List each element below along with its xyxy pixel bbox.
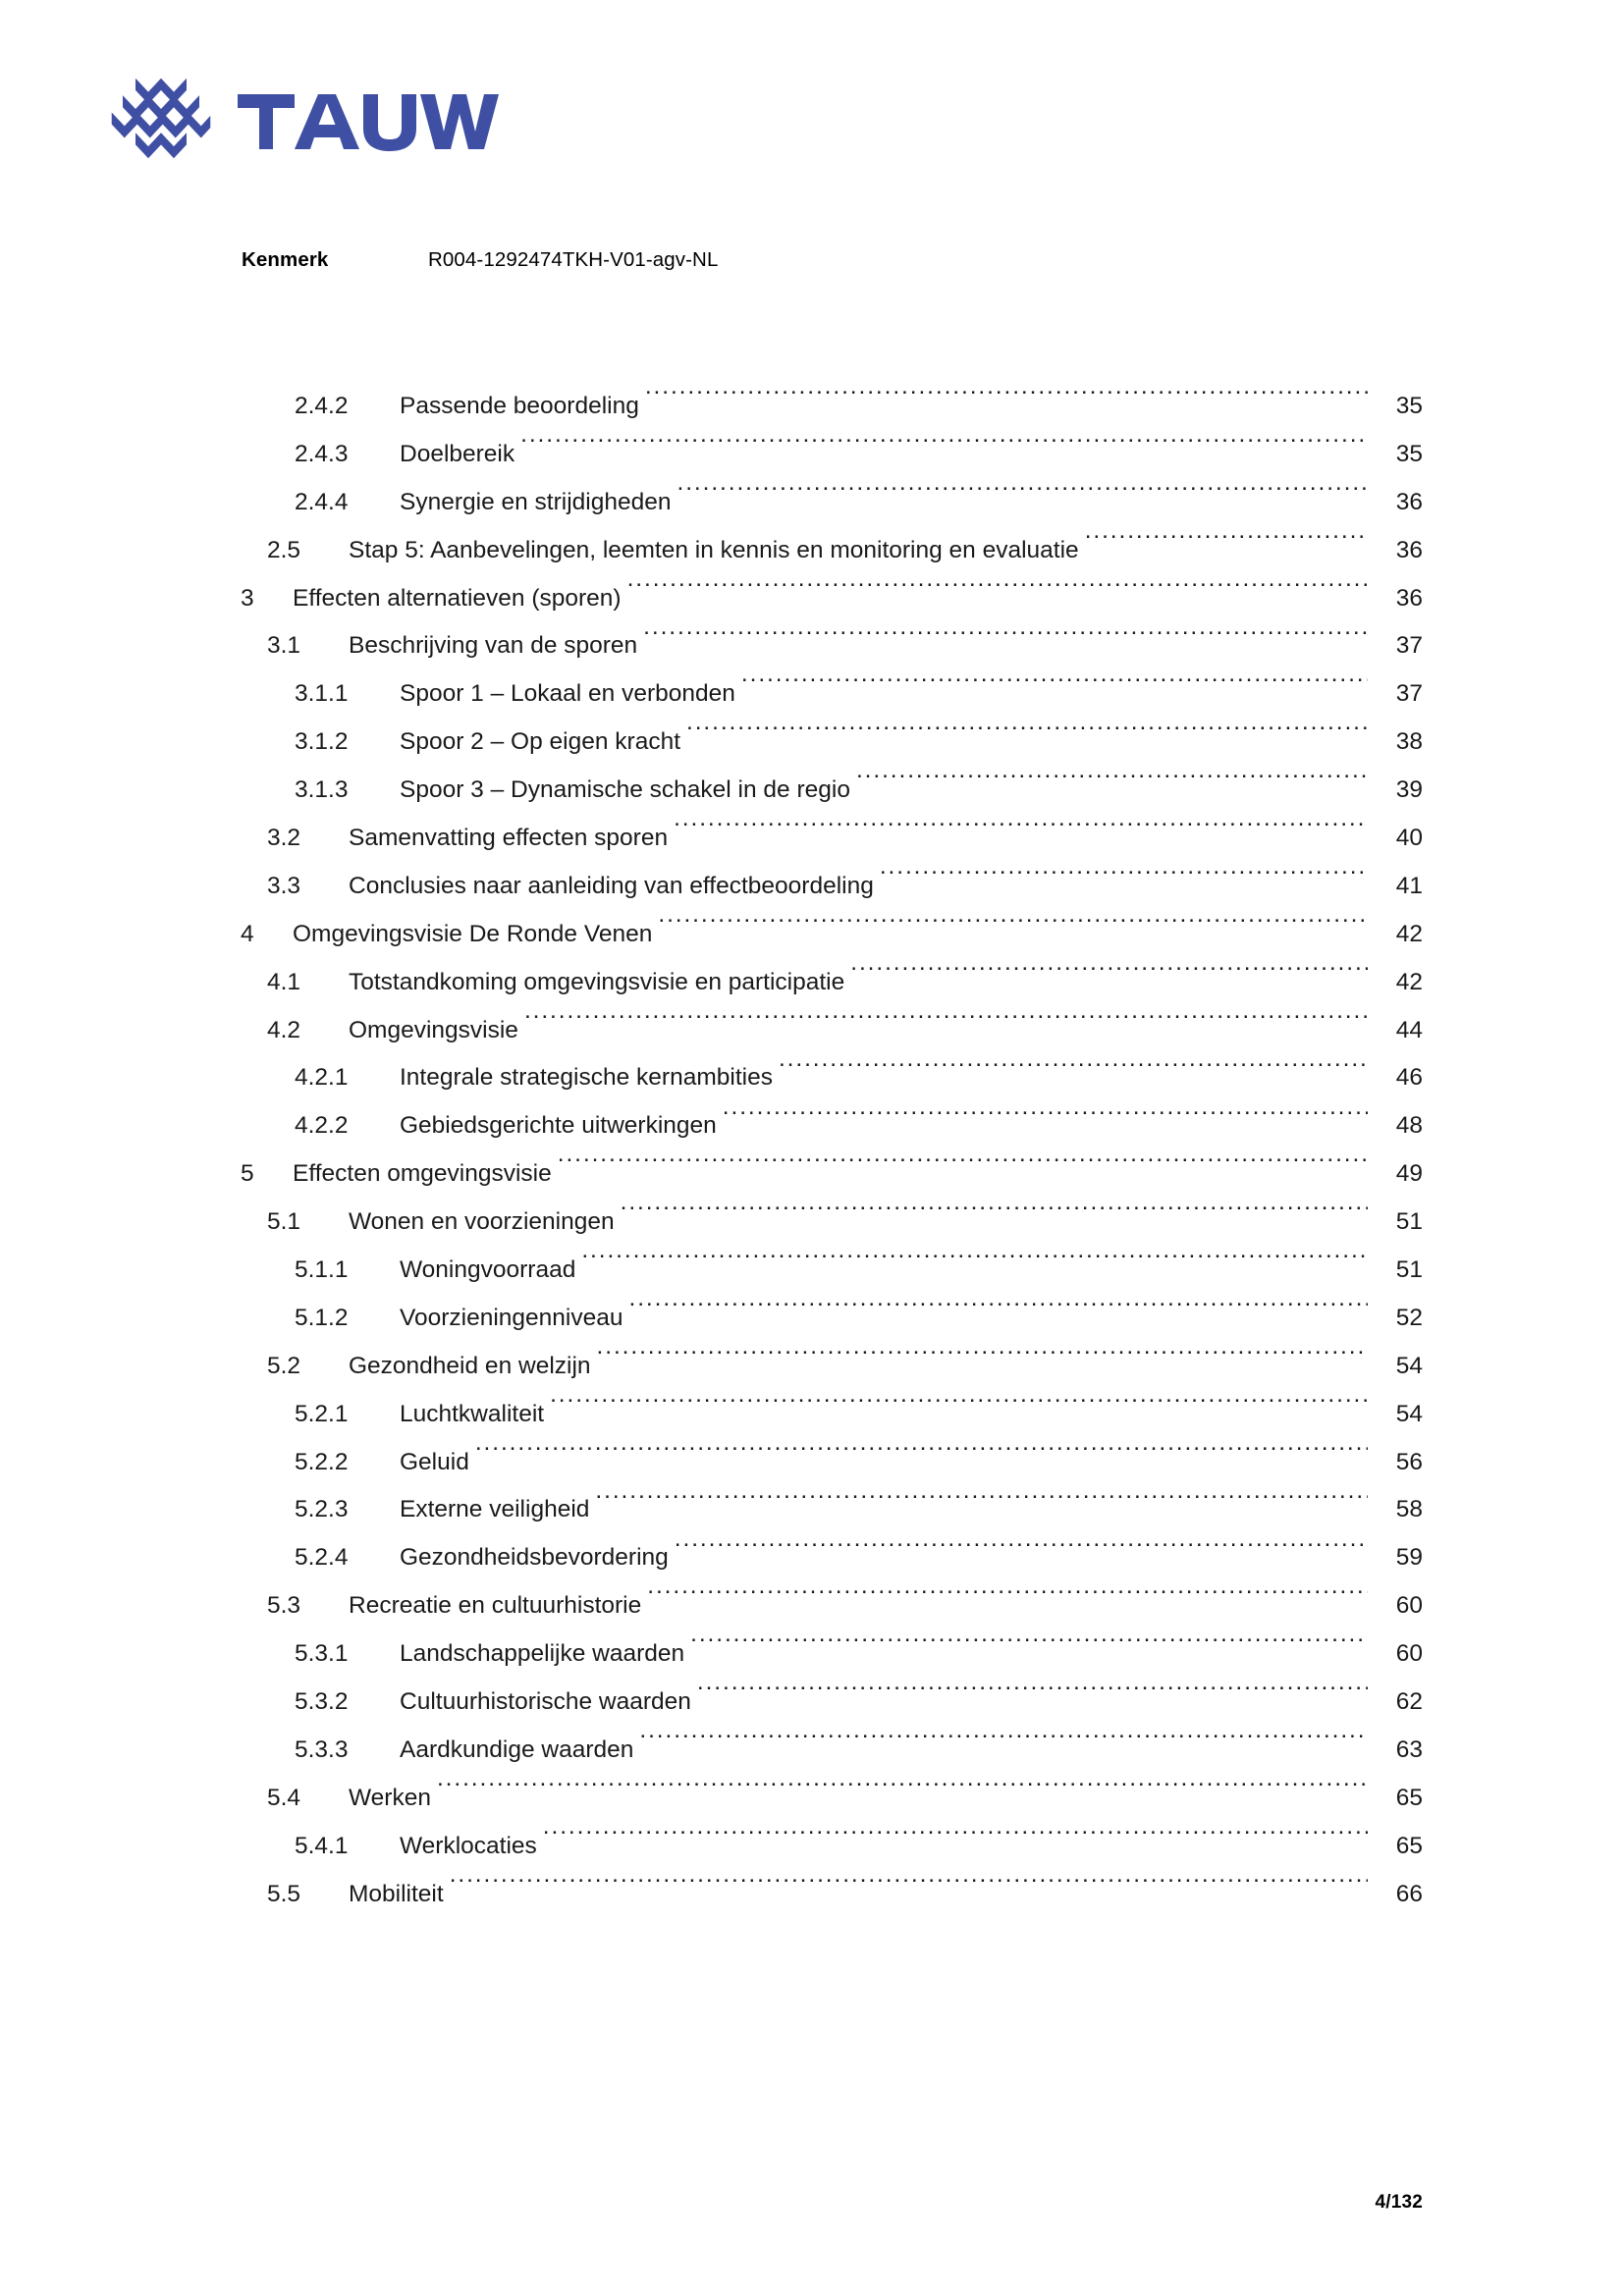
toc-entry-number: 4.2 — [267, 1016, 301, 1043]
toc-entry-title: Werklocaties — [400, 1832, 537, 1859]
toc-entry-page: 44 — [1395, 1016, 1423, 1043]
toc-entry-title: Integrale strategische kernambities — [400, 1064, 773, 1092]
toc-entry-page: 42 — [1395, 968, 1423, 995]
toc-entry[interactable] — [0, 1630, 1624, 1679]
toc-entry[interactable] — [0, 1727, 1624, 1775]
toc-entry-number: 3 — [241, 584, 254, 612]
tauw-wordmark-icon — [238, 90, 501, 153]
toc-entry-page: 51 — [1395, 1208, 1423, 1236]
toc-leader-dots — [550, 1397, 1368, 1421]
toc-entry-number: 4.1 — [267, 968, 301, 995]
toc-entry[interactable] — [0, 1102, 1624, 1150]
toc-entry-page: 65 — [1395, 1784, 1423, 1811]
toc-entry-page: 38 — [1395, 728, 1423, 756]
toc-leader-dots — [595, 1493, 1368, 1518]
toc-leader-dots — [643, 629, 1368, 654]
toc-entry-number: 3.1.3 — [295, 776, 349, 804]
toc-entry-page: 49 — [1395, 1160, 1423, 1188]
toc-entry-title: Aardkundige waarden — [400, 1735, 634, 1763]
toc-leader-dots — [543, 1829, 1368, 1853]
toc-entry-title: Voorzieningenniveau — [400, 1304, 623, 1331]
toc-entry-title: Beschrijving van de sporen — [349, 632, 638, 660]
toc-entry-number: 2.4.2 — [295, 393, 349, 419]
toc-entry[interactable] — [0, 1823, 1624, 1871]
toc-entry-page: 46 — [1395, 1064, 1423, 1092]
toc-entry-page: 39 — [1395, 776, 1423, 804]
tauw-logo-icon — [110, 77, 212, 167]
toc-entry-title: Gebiedsgerichte uitwerkingen — [400, 1112, 717, 1140]
toc-entry[interactable] — [0, 1343, 1624, 1391]
toc-leader-dots — [629, 1301, 1369, 1325]
toc-entry[interactable] — [0, 479, 1624, 527]
toc-entry-title: Woningvoorraad — [400, 1256, 576, 1284]
toc-entry[interactable] — [0, 1486, 1624, 1534]
toc-entry-title: Gezondheidsbevordering — [400, 1544, 669, 1572]
toc-entry-title: Geluid — [400, 1448, 469, 1475]
toc-entry-title: Effecten alternatieven (sporen) — [293, 584, 622, 612]
toc-entry-page: 48 — [1395, 1112, 1423, 1140]
toc-entry-page: 37 — [1395, 680, 1423, 708]
toc-leader-dots — [520, 437, 1368, 461]
toc-entry-number: 2.5 — [267, 536, 301, 563]
toc-entry-page: 35 — [1395, 440, 1423, 467]
toc-entry-title: Spoor 1 – Lokaal en verbonden — [400, 680, 735, 708]
toc-entry-title: Spoor 2 – Op eigen kracht — [400, 728, 681, 756]
toc-entry[interactable] — [0, 767, 1624, 815]
toc-entry[interactable] — [0, 1054, 1624, 1102]
toc-entry[interactable] — [0, 383, 1624, 431]
toc-entry-page: 36 — [1395, 536, 1423, 563]
toc-leader-dots — [675, 1541, 1368, 1566]
kenmerk-row — [242, 248, 718, 272]
toc-leader-dots — [677, 485, 1369, 509]
toc-entry-number: 5.3.2 — [295, 1688, 349, 1716]
toc-entry-title: Externe veiligheid — [400, 1496, 590, 1523]
toc-entry-number: 5 — [241, 1160, 254, 1188]
toc-entry-page: 37 — [1395, 632, 1423, 660]
toc-entry-page: 62 — [1395, 1688, 1423, 1716]
toc-entry-number: 5.2 — [267, 1352, 301, 1379]
toc-entry-number: 2.4.4 — [295, 488, 349, 515]
toc-entry[interactable] — [0, 1007, 1624, 1055]
toc-entry-page: 36 — [1395, 488, 1423, 515]
toc-entry[interactable] — [0, 1247, 1624, 1295]
toc-entry-title: Conclusies naar aanleiding van effectbeoordeling — [349, 872, 874, 899]
toc-entry-number: 5.3.1 — [295, 1640, 349, 1668]
toc-entry-title: Wonen en voorzieningen — [349, 1208, 615, 1236]
page-number-footer: 4/132 — [1375, 2192, 1423, 2213]
toc-entry-number: 4 — [241, 920, 254, 947]
toc-leader-dots — [856, 774, 1368, 798]
toc-entry-number: 3.1.1 — [295, 680, 349, 708]
toc-leader-dots — [621, 1205, 1368, 1230]
toc-entry-number: 3.3 — [267, 872, 301, 899]
toc-entry-number: 5.1 — [267, 1208, 301, 1236]
toc-entry-page: 58 — [1395, 1496, 1423, 1523]
toc-entry[interactable] — [0, 1775, 1624, 1823]
toc-entry-title: Spoor 3 – Dynamische schakel in de regio — [400, 776, 850, 804]
toc-entry-title: Werken — [349, 1784, 431, 1811]
toc-entry[interactable] — [0, 911, 1624, 959]
toc-entry[interactable] — [0, 719, 1624, 767]
toc-leader-dots — [880, 869, 1368, 893]
toc-entry-number: 5.2.4 — [295, 1544, 349, 1572]
toc-entry-page: 56 — [1395, 1448, 1423, 1475]
toc-entry-number: 5.3 — [267, 1592, 301, 1620]
toc-entry-title: Mobiliteit — [349, 1880, 444, 1907]
toc-entry[interactable] — [0, 1871, 1624, 1919]
toc-entry[interactable] — [0, 815, 1624, 863]
toc-entry-number: 5.4.1 — [295, 1832, 349, 1859]
toc-entry-page: 36 — [1395, 584, 1423, 612]
toc-leader-dots — [639, 1733, 1368, 1757]
toc-entry-title: Synergie en strijdigheden — [400, 488, 672, 515]
toc-entry[interactable] — [0, 1534, 1624, 1582]
toc-entry[interactable] — [0, 622, 1624, 670]
toc-entry[interactable] — [0, 1295, 1624, 1343]
toc-entry-title: Recreatie en cultuurhistorie — [349, 1592, 642, 1620]
toc-leader-dots — [1085, 533, 1368, 558]
toc-entry-number: 3.1 — [267, 632, 301, 660]
toc-leader-dots — [524, 1013, 1368, 1038]
toc-entry-title: Omgevingsvisie De Ronde Venen — [293, 920, 653, 947]
toc-entry-page: 52 — [1395, 1304, 1423, 1331]
toc-entry-title: Effecten omgevingsvisie — [293, 1160, 552, 1188]
toc-entry-page: 60 — [1395, 1592, 1423, 1620]
toc-entry-number: 4.2.1 — [295, 1064, 349, 1092]
toc-entry[interactable] — [0, 1679, 1624, 1727]
toc-entry-title: Samenvatting effecten sporen — [349, 825, 669, 852]
toc-entry-number: 5.1.1 — [295, 1256, 349, 1284]
toc-entry-page: 54 — [1395, 1352, 1423, 1379]
toc-leader-dots — [779, 1061, 1368, 1086]
toc-entry-number: 4.2.2 — [295, 1112, 349, 1140]
toc-entry-number: 5.3.3 — [295, 1735, 349, 1763]
toc-entry-title: Gezondheid en welzijn — [349, 1352, 591, 1379]
table-of-contents — [0, 383, 1624, 1919]
toc-leader-dots — [686, 725, 1368, 750]
toc-leader-dots — [437, 1781, 1368, 1805]
toc-entry-title: Passende beoordeling — [400, 393, 639, 419]
kenmerk-label: Kenmerk — [242, 248, 329, 271]
toc-entry-number: 5.5 — [267, 1880, 301, 1907]
toc-leader-dots — [627, 581, 1368, 606]
toc-leader-dots — [475, 1445, 1368, 1469]
toc-leader-dots — [697, 1685, 1368, 1710]
toc-entry[interactable] — [0, 1582, 1624, 1630]
toc-entry-number: 5.2.1 — [295, 1400, 349, 1427]
toc-entry-number: 3.1.2 — [295, 728, 349, 756]
toc-entry[interactable] — [0, 431, 1624, 479]
toc-leader-dots — [645, 390, 1368, 414]
toc-entry-page: 41 — [1395, 872, 1423, 899]
toc-entry-page: 35 — [1395, 393, 1423, 419]
toc-entry-title: Landschappelijke waarden — [400, 1640, 685, 1668]
toc-entry-page: 65 — [1395, 1832, 1423, 1859]
toc-entry-page: 59 — [1395, 1544, 1423, 1572]
toc-leader-dots — [850, 965, 1368, 989]
toc-entry-page: 54 — [1395, 1400, 1423, 1427]
toc-entry-title: Omgevingsvisie — [349, 1016, 518, 1043]
toc-entry[interactable] — [0, 1439, 1624, 1487]
toc-entry-page: 51 — [1395, 1256, 1423, 1284]
toc-entry-title: Doelbereik — [400, 440, 515, 467]
toc-entry[interactable] — [0, 575, 1624, 623]
tauw-logo — [110, 77, 501, 167]
toc-entry[interactable] — [0, 670, 1624, 719]
toc-entry[interactable] — [0, 863, 1624, 911]
toc-entry-page: 66 — [1395, 1880, 1423, 1907]
toc-entry-title: Luchtkwaliteit — [400, 1400, 545, 1427]
toc-entry-number: 3.2 — [267, 825, 301, 852]
toc-leader-dots — [723, 1109, 1368, 1134]
toc-entry-number: 5.4 — [267, 1784, 301, 1811]
toc-entry-number: 2.4.3 — [295, 440, 349, 467]
toc-entry-number: 5.1.2 — [295, 1304, 349, 1331]
toc-entry-page: 63 — [1395, 1735, 1423, 1763]
toc-entry-number: 5.2.3 — [295, 1496, 349, 1523]
toc-entry[interactable] — [0, 1391, 1624, 1439]
toc-entry[interactable] — [0, 527, 1624, 575]
toc-entry-number: 5.2.2 — [295, 1448, 349, 1475]
toc-entry-title: Stap 5: Aanbevelingen, leemten in kennis en monitoring en evaluatie — [349, 536, 1079, 563]
toc-entry-title: Totstandkoming omgevingsvisie en participatie — [349, 968, 845, 995]
toc-leader-dots — [741, 677, 1368, 702]
toc-leader-dots — [658, 917, 1368, 941]
toc-leader-dots — [690, 1637, 1368, 1662]
toc-leader-dots — [597, 1349, 1368, 1373]
toc-entry[interactable] — [0, 1199, 1624, 1247]
toc-entry-page: 42 — [1395, 920, 1423, 947]
toc-leader-dots — [558, 1157, 1368, 1182]
toc-entry-page: 40 — [1395, 825, 1423, 852]
toc-entry-page: 60 — [1395, 1640, 1423, 1668]
toc-leader-dots — [647, 1589, 1368, 1614]
toc-leader-dots — [450, 1877, 1368, 1901]
toc-entry[interactable] — [0, 959, 1624, 1007]
toc-leader-dots — [581, 1254, 1368, 1278]
toc-leader-dots — [674, 822, 1368, 846]
toc-entry-title: Cultuurhistorische waarden — [400, 1688, 691, 1716]
toc-entry[interactable] — [0, 1150, 1624, 1199]
kenmerk-value: R004-1292474TKH-V01-agv-NL — [428, 248, 719, 271]
